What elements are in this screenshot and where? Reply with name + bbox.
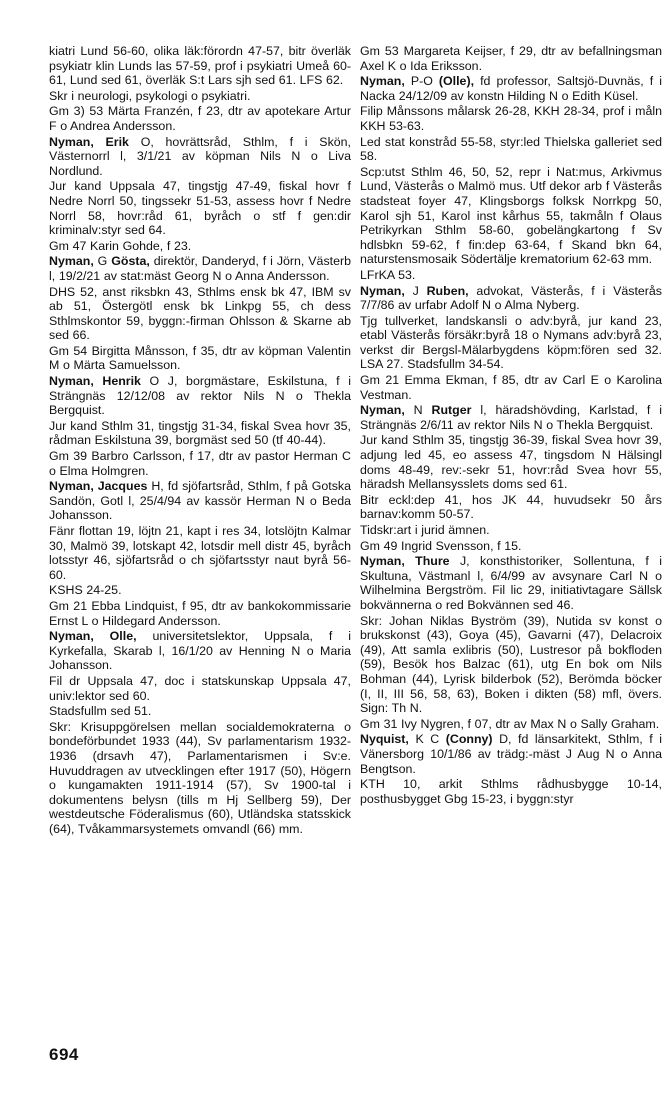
- entry-text: Gm 31 Ivy Nygren, f 07, dtr av Max N o Sally Graham.: [360, 716, 660, 731]
- entry-paragraph: [360, 373, 662, 402]
- entry-paragraph: [49, 285, 351, 343]
- entry-text: kiatri Lund 56-60, olika läk:förordn 47-57, bitr överläk psykiatr klin Lunds las 57-59, prof i psykiatri Umeå 60-61, Lund sed 61, överläk S:t Lars sjh sed 61. LFS 62.: [49, 44, 351, 88]
- entry-text: Jur kand Sthlm 35, tingstjg 36-39, fiskal Svea hovr 39, adjung led 45, eo assess 47, tingsdom N Hälsingl doms 48-49, rev:-sekr 51, hovr:råd Svea hovr 55, häradsh Mellansysslets doms sed 61.: [360, 433, 662, 492]
- entry-text: Skr i neurologi, psykologi o psykiatri.: [49, 88, 251, 103]
- entry-heading-paragraph: [360, 403, 662, 432]
- entry-paragraph: [49, 583, 351, 598]
- entry-paragraph: [360, 433, 662, 491]
- entry-heading-paragraph: [49, 629, 351, 673]
- entry-text: Bitr eckl:dep 41, hos JK 44, huvudsekr 50 års barnav:komm 50-57.: [360, 492, 662, 522]
- left-column: [49, 44, 351, 837]
- entry-text: J, konsthistoriker, Sollentuna, f i Skultuna, Västmanl l, 6/4/99 av avsynare Carl N o Wilhelmina Bergström. Fil lic 29, initiativtagare Sällsk bokvännerna o red Bokvännen sed 46.: [360, 554, 663, 612]
- entry-paragraph: [49, 524, 351, 582]
- entry-paragraph: [49, 44, 351, 88]
- entry-text: J: [404, 283, 427, 298]
- entry-text: LFrKA 53.: [360, 267, 416, 282]
- entry-text: KSHS 24-25.: [49, 583, 122, 598]
- entry-text: advokat, Västerås, f i Västerås 7/7/86 av urfabr Adolf N o Alma Nyberg.: [360, 283, 662, 313]
- person-name: Nyman, Thure: [360, 554, 450, 569]
- right-column: [360, 44, 662, 807]
- person-name: Nyman, Erik: [49, 134, 129, 149]
- entry-paragraph: [49, 89, 351, 104]
- entry-paragraph: [360, 165, 662, 267]
- entry-text: H, fd sjöfartsråd, Sthlm, f på Gotska Sandön, Gotl l, 25/4/94 av kassör Herman N o Beda Johansson.: [49, 479, 351, 523]
- entry-paragraph: [360, 44, 662, 73]
- person-name: Nyman, Henrik: [49, 374, 141, 389]
- entry-heading-paragraph: [360, 554, 662, 612]
- entry-paragraph: [49, 720, 351, 837]
- entry-paragraph: [360, 523, 662, 538]
- entry-text: Jur kand Sthlm 31, tingstjg 31-34, fiskal Svea hovr 35, rådman Eskilstuna 39, borgmäst sed 50 (tf 40-44).: [49, 418, 351, 448]
- entry-paragraph: [360, 539, 662, 554]
- entry-paragraph: [49, 599, 351, 628]
- person-name: Nyman,: [360, 283, 405, 298]
- entry-text: Scp:utst Sthlm 46, 50, 52, repr i Nat:mus, Arkivmus Lund, Västerås o Malmö mus. Utf dekor arb f Västerås stadsteat foyer 47, Klingsborgs folksk Norrkpg 50, Karol sjh 51, Karol inst kårhus 55, takmåln f Olaus Petrikyrkan Sthlm 58-60, gobelängkartong f Sv hdlsbkn 59-62, f fin:dep 63-64, f Skand bkn 64, naturstensmosaik Södertälje krematorium 62-63 mm.: [360, 164, 662, 267]
- person-name: Nyman, Olle,: [49, 629, 137, 644]
- entry-text: K C: [408, 732, 446, 747]
- entry-text: Jur kand Uppsala 47, tingstjg 47-49, fiskal hovr f Nedre Norrl 50, tingssekr 51-53, assess hovr f Nedre Norrl 58, hovr:råd 61, byråch o stf f gen:dir kriminalv:styr sed 64.: [49, 179, 351, 238]
- entry-text: Skr: Johan Niklas Byström (39), Nutida sv konst o brukskonst (43), Goya (45), Gavarni (47), Delacroix (49), Att samla exlibris (50), Lustresor på bokfloden (59), Besök hos Balzac (61), utg En bok om Nils Bohman (44), Lyrisk bilderbok (52), Berömda böcker (I, II, III 56, 58, 63), Boken i dikten (58) mfl, övers. Sign: Th N.: [360, 613, 662, 716]
- person-name: Nyman,: [360, 403, 405, 418]
- person-name: Ruben,: [426, 283, 469, 298]
- entry-paragraph: [360, 135, 662, 164]
- entry-text: Gm 49 Ingrid Svensson, f 15.: [360, 538, 522, 553]
- entry-text: universitetslektor, Uppsala, f i Kyrkefalla, Skarab l, 16/1/20 av Henning N o Maria Johansson.: [49, 629, 351, 673]
- person-name: (Conny): [445, 732, 493, 747]
- entry-paragraph: [49, 179, 351, 237]
- page-number: 694: [49, 1045, 79, 1064]
- entry-text: Fil dr Uppsala 47, doc i statskunskap Uppsala 47, univ:lektor sed 60.: [49, 673, 351, 703]
- entry-paragraph: [49, 449, 351, 478]
- entry-paragraph: [360, 614, 662, 716]
- entry-text: Filip Månssons målarsk 26-28, KKH 28-34, prof i måln KKH 53-63.: [360, 104, 662, 133]
- entry-paragraph: [360, 493, 662, 522]
- entry-text: O J, borgmästare, Eskilstuna, f i Strängnäs 12/12/08 av rektor Nils N o Thekla Bergquist.: [49, 374, 351, 418]
- entry-heading-paragraph: [360, 284, 662, 313]
- entry-text: O, hovrättsråd, Sthlm, f i Skön, Västernorrl l, 3/1/21 av köpman Nils N o Liva Nordlund.: [49, 134, 351, 178]
- entry-text: Gm 21 Ebba Lindquist, f 95, dtr av bankokommissarie Ernst L o Hildegard Andersson.: [49, 598, 351, 628]
- entry-heading-paragraph: [49, 135, 351, 179]
- person-name: Gösta,: [111, 254, 150, 269]
- entry-heading-paragraph: [49, 254, 351, 283]
- entry-heading-paragraph: [360, 74, 662, 103]
- entry-text: Gm 21 Emma Ekman, f 85, dtr av Carl E o Karolina Vestman.: [360, 373, 662, 402]
- entry-text: Fänr flottan 19, löjtn 21, kapt i res 34, lotslöjtn Kalmar 30, Malmö 39, lotskapt 42, lotsdir mell distr 45, byråch lotsstyr 46, sjöfartsråd o ch sjöfartsstyr naut byrå 56-60.: [49, 524, 351, 582]
- entry-paragraph: [49, 674, 351, 703]
- person-name: Rutger: [431, 403, 472, 418]
- person-name: Nyman,: [49, 254, 94, 269]
- person-name: Nyman,: [360, 74, 405, 89]
- entry-text: l, häradshövding, Karlstad, f i Strängnäs 2/6/11 av rektor Nils N o Thekla Bergquist.: [360, 403, 663, 432]
- entry-text: P-O: [404, 74, 439, 89]
- entry-paragraph: [360, 717, 662, 732]
- entry-text: direktör, Danderyd, f i Jörn, Västerb l, 19/2/21 av stat:mäst Georg N o Anna Andersson.: [49, 254, 351, 283]
- entry-text: Gm 47 Karin Gohde, f 23.: [49, 238, 192, 253]
- entry-text: G: [93, 254, 112, 269]
- entry-heading-paragraph: [49, 479, 351, 523]
- entry-paragraph: [49, 104, 351, 133]
- entry-paragraph: [49, 239, 351, 254]
- entry-text: Tidskr:art i jurid ämnen.: [360, 523, 490, 537]
- entry-text: Gm 53 Margareta Keijser, f 29, dtr av befallningsman Axel K o Ida Eriksson.: [360, 44, 662, 73]
- entry-paragraph: [360, 268, 662, 283]
- entry-paragraph: [49, 704, 351, 719]
- entry-text: KTH 10, arkit Sthlms rådhusbygge 10-14, posthusbygget Gbg 15-23, i byggn:styr: [360, 777, 662, 806]
- entry-paragraph: [49, 344, 351, 373]
- person-name: Nyman, Jacques: [49, 479, 148, 494]
- entry-text: DHS 52, anst riksbkn 43, Sthlms ensk bk 47, IBM sv ab 51, Östergötl ensk bk Linkpg 55, ch dess Sthlmskontor 59, byggn:-firman Ohlsson & Skarne ab sed 66.: [49, 284, 351, 343]
- entry-text: Led stat konstråd 55-58, styr:led Thielska galleriet sed 58.: [360, 134, 662, 164]
- entry-text: Skr: Krisuppgörelsen mellan socialdemokraterna o bondeförbundet 1933 (44), Sv parlamentarism 1932-1936 (drsavh 47), Parlamentarismen i Sv:e. Huvuddragen av utvecklingen efter 1917 (50), Högern o kungamakten 1911-1914 (57), Sv 1900-tal i dokumentens belysn (tills m Hj Sellberg 59), Der westdeutsche Föderalismus (60), Utländska statsskick (64), Tvåkammarsystemets omvandl (66) mm.: [49, 719, 351, 836]
- entry-paragraph: [49, 419, 351, 448]
- entry-text: Tjg tullverket, landskansli o adv:byrå, jur kand 23, etabl Västerås försäkr:byrå 18 o Nymans adv:byrå 23, verkst dir Bergsl-Mälarbygdens köpm:fören sed 32. LSA 27. Stadsfullm 34-54.: [360, 313, 662, 372]
- entry-text: fd professor, Saltsjö-Duvnäs, f i Nacka 24/12/09 av konstn Hilding N o Edith Küsel.: [360, 74, 662, 103]
- entry-paragraph: [360, 314, 662, 372]
- entry-text: D, fd länsarkitekt, Sthlm, f i Vänersborg 10/1/86 av trädg:-mäst J Aug N o Anna Bengtson.: [360, 732, 662, 776]
- entry-text: Gm 54 Birgitta Månsson, f 35, dtr av köpman Valentin M o Märta Samuelsson.: [49, 343, 351, 373]
- entry-paragraph: [360, 777, 662, 806]
- entry-text: N: [404, 403, 432, 418]
- entry-text: Stadsfullm sed 51.: [49, 704, 152, 719]
- entry-heading-paragraph: [49, 374, 351, 418]
- person-name: (Olle),: [438, 74, 475, 89]
- entry-paragraph: [360, 104, 662, 133]
- entry-heading-paragraph: [360, 732, 662, 776]
- person-name: Nyquist,: [360, 732, 409, 747]
- entry-text: Gm 3) 53 Märta Franzén, f 23, dtr av apotekare Artur F o Andrea Andersson.: [49, 104, 351, 133]
- entry-text: Gm 39 Barbro Carlsson, f 17, dtr av pastor Herman C o Elma Holmgren.: [49, 449, 351, 478]
